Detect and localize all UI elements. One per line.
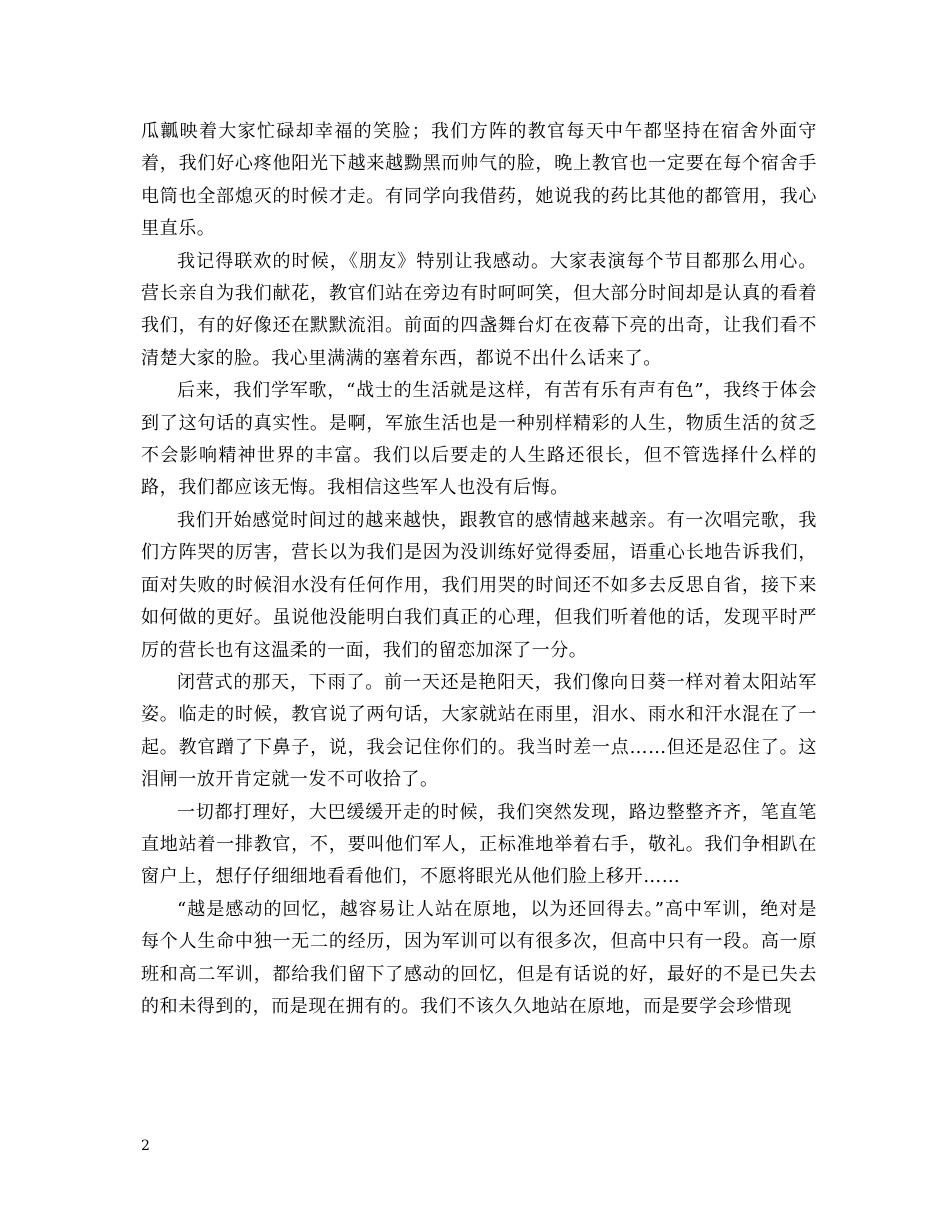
paragraph-4: 我们开始感觉时间过的越来越快，跟教官的感情越来越亲。有一次唱完歌，我们方阵哭的厉害，营长以为我们是因为没训练好觉得委屈，语重心长地告诉我们，面对失败的时候泪水没有任何作用，我们用哭的时间还不如多去反思自省，接下来如何做的更好。虽说他没能明白我们真正的心理，但我们听着他的话，发现平时严厉的营长也有这温柔的一面，我们的留恋加深了一分。	[141, 509, 817, 661]
paragraph-7: “越是感动的回忆，越容易让人站在原地，以为还回得去。”高中军训，绝对是每个人生命中独一无二的经历，因为军训可以有很多次，但高中只有一段。高一原班和高二军训，都给我们留下了感动的回忆，但是有话说的好，最好的不是已失去的和未得到的，而是现在拥有的。我们不该久久地站在原地，而是要学会珍惜现	[141, 898, 817, 1017]
body-text	[141, 116, 817, 1023]
page-number: 2	[141, 1138, 150, 1154]
paragraph-6: 一切都打理好，大巴缓缓开走的时候，我们突然发现，路边整整齐齐，笔直笔直地站着一排教官，不，要叫他们军人，正标准地举着右手，敬礼。我们争相趴在窗户上，想仔仔细细地看看他们，不愿将眼光从他们脸上移开……	[141, 801, 817, 888]
paragraph-5: 闭营式的那天，下雨了。前一天还是艳阳天，我们像向日葵一样对着太阳站军姿。临走的时候，教官说了两句话，大家就站在雨里，泪水、雨水和汗水混在了一起。教官蹭了下鼻子，说，我会记住你们的。我当时差一点……但还是忍住了。这泪闸一放开肯定就一发不可收拾了。	[141, 671, 817, 791]
paragraph-1: 瓜瓤映着大家忙碌却幸福的笑脸；我们方阵的教官每天中午都坚持在宿舍外面守着，我们好心疼他阳光下越来越黝黑而帅气的脸，晚上教官也一定要在每个宿舍手电筒也全部熄灭的时候才走。有同学向我借药，她说我的药比其他的都管用，我心里直乐。	[141, 121, 817, 240]
paragraph-2: 我记得联欢的时候，《朋友》特别让我感动。大家表演每个节目都那么用心。营长亲自为我们献花，教官们站在旁边有时呵呵笑，但大部分时间却是认真的看着我们，有的好像还在默默流泪。前面的四盏舞台灯在夜幕下亮的出奇，让我们看不清楚大家的脸。我心里满满的塞着东西，都说不出什么话来了。	[141, 250, 817, 369]
paragraph-3: 后来，我们学军歌，“战士的生活就是这样，有苦有乐有声有色”，我终于体会到了这句话的真实性。是啊，军旅生活也是一种别样精彩的人生，物质生活的贫乏不会影响精神世界的丰富。我们以后要走的人生路还很长，但不管选择什么样的路，我们都应该无悔。我相信这些军人也没有后悔。	[141, 380, 817, 499]
